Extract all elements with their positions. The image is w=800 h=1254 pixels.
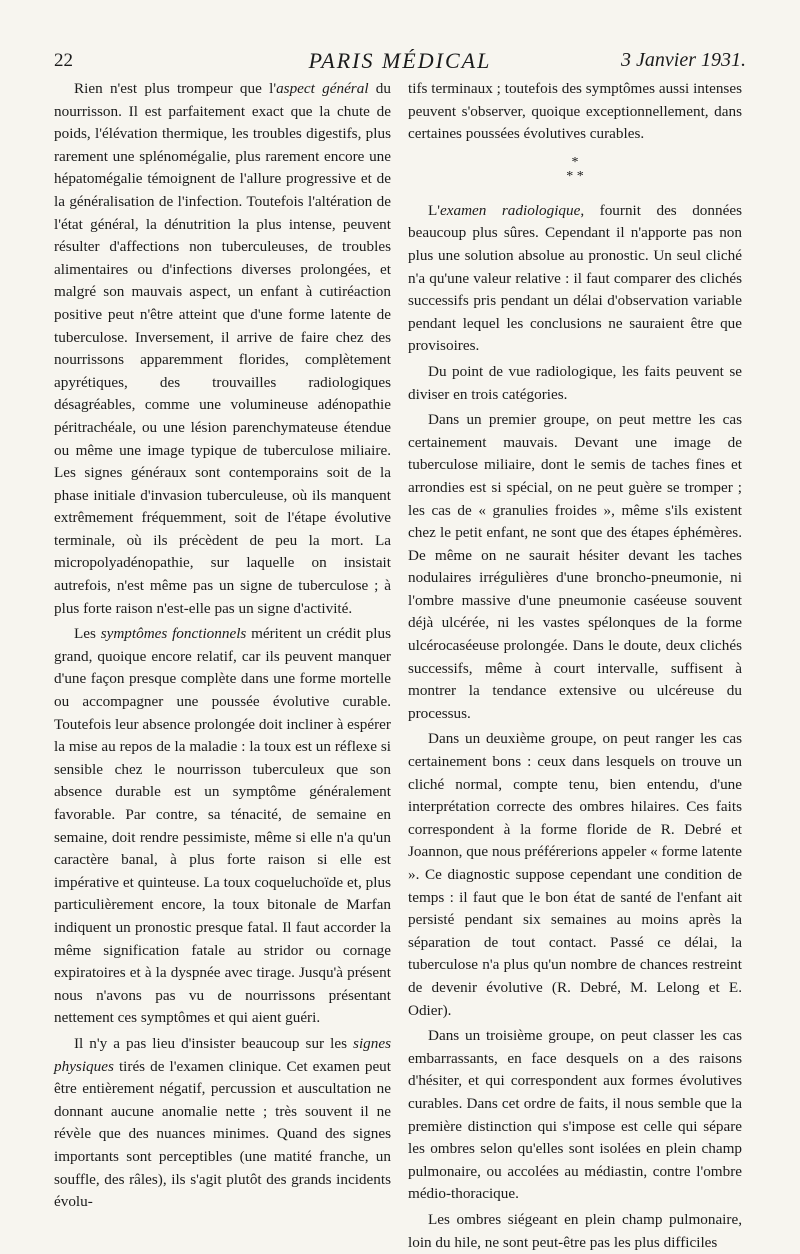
paragraph-ombres: Les ombres siégeant en plein champ pulmonaire, loin du hile, ne sont peut-être pas les plus difficiles bbox=[408, 1210, 742, 1251]
text-run: Les bbox=[74, 625, 101, 643]
italic-term: signes physiques bbox=[54, 1034, 391, 1075]
left-column bbox=[54, 78, 391, 1214]
text-run: tirés de l'examen clinique. Cet examen peut être entièrement négatif, percussion et auscultation ne donnant aucune anomalie nette ; très souvent il ne révèle que des nuances minimes. Quand des signes importants sont perceptibles (une matité franche, un souffle, des râles), ils s'agit plutôt des grands incidents évolu- bbox=[54, 1057, 391, 1211]
text-run: L' bbox=[428, 201, 441, 219]
paragraph-continuation: tifs terminaux ; toutefois des symptômes aussi intenses peuvent s'observer, quoique exceptionnellement, dans certaines poussées évolutives curables. bbox=[408, 80, 742, 143]
paragraph-examen-radiologique bbox=[408, 200, 742, 358]
text-run: méritent un crédit plus grand, quoique encore relatif, car ils peuvent manquer d'une façon presque complète dans une forme mortelle ou accompagner une poussée évolutive curable. Toutefois leur absence prolongée doit incliner à espérer la mise au repos de la maladie : la toux est un réflexe si sensible chez le nourrisson tuberculeux que son absence durable est un symptôme généralement favorable. Par contre, sa ténacité, de semaine en semaine, doit rendre pessimiste, même si elle n'a qu'un caractère banal, à plus forte raison si elle est impérative et quinteuse. La toux coqueluchoïde et, plus particulièrement encore, la toux bitonale de Marfan indiquent un pronostic presque fatal. Il faut accorder la même signification fatale au stridor ou cornage expiratoires et à la dyspnée avec tirage. Jusqu'à présent nous n'avons pas vu de nourrissons présentant nettement ces symptômes et qui aient guéri. bbox=[54, 625, 392, 1027]
page-header bbox=[54, 46, 746, 76]
issue-date: 3 Janvier 1931. bbox=[621, 49, 746, 71]
paragraph-aspect-general bbox=[54, 78, 391, 620]
text-run: Il n'y a pas lieu d'insister beaucoup sur les bbox=[74, 1034, 354, 1052]
italic-term: examen radiologique bbox=[440, 201, 581, 219]
text-run: Rien n'est plus trompeur que l' bbox=[74, 80, 277, 97]
paragraph-signes-physiques bbox=[54, 1033, 391, 1214]
section-separator bbox=[408, 156, 742, 192]
asterism-bottom: * * bbox=[566, 168, 584, 184]
journal-title: PARIS MÉDICAL bbox=[308, 48, 492, 73]
right-column bbox=[408, 78, 742, 1254]
asterism-top: * bbox=[571, 154, 579, 170]
paragraph-premier-groupe: Dans un premier groupe, on peut mettre les cas certainement mauvais. Devant une image de tuberculose miliaire, dont le semis de taches fines et arrondies est si spécial, on ne peut guère se tromper ; les cas de « granulies froides », même s'ils existent chez le petit enfant, ne sont que des étapes éphémères. De même on ne saurait hésiter devant les taches nodulaires irrégulières d'une broncho-pneumonie, ni l'ombre massive d'une pneumonie caséeuse souvent déjà ulcérée, ni les vastes spélonques de la forme ulcérocaséeuse prolongée. Dans le doute, deux clichés successifs, même à court intervalle, suffisent à montrer la tendance extensive ou ulcéreuse du processus. bbox=[408, 411, 742, 722]
page-number: 22 bbox=[54, 50, 73, 71]
italic-term: symptômes fonctionnels bbox=[100, 625, 247, 643]
italic-term: aspect général bbox=[276, 80, 369, 97]
text-run: , fournit des données beaucoup plus sûres. Cependant il n'apporte pas non plus une solution absolue au pronostic. Un seul cliché n'a qu'une valeur relative : il faut comparer des clichés successifs pris pendant un délai d'observation variable pendant lequel les conclusions ne sauraient être que provisoires. bbox=[408, 201, 742, 355]
paragraph-categories: Du point de vue radiologique, les faits peuvent se diviser en trois catégories. bbox=[408, 362, 742, 403]
text-run: du nourrisson. Il est parfaitement exact que la chute de poids, l'élévation thermique, les troubles digestifs, plus rarement une splénomégalie, plus rarement encore une hépatomégalie témoignent de l'allure progressive et de la généralisation de l'infection. Toutefois l'altération de l'état général, la dénutrition la plus intense, peuvent résulter d'affections non tuberculeuses, de troubles alimentaires ou d'infections diverses prolongées, et malgré son mauvais aspect, un enfant à cutiréaction positive peut n'être atteint que d'une forme latente de tuberculose. Inversement, il arrive de faire chez des nourrissons apparemment florides, complètement apyrétiques, des trouvailles radiologiques désagréables, comme une volumineuse adénopathie péritrachéale, ou une lésion parenchymateuse étendue ou même une image typique de tuberculose miliaire. Les signes généraux sont contemporains soit de la phase initiale d'invasion tuberculeuse, où ils manquent extrêmement fréquemment, soit de l'étape évolutive terminale, où ils précèdent de peu la mort. La micropolyadénopathie, sur laquelle on insistait autrefois, n'est même pas un signe de tuberculose ; à plus forte raison n'est-elle pas un signe d'activité. bbox=[54, 80, 391, 617]
paragraph-deuxieme-groupe: Dans un deuxième groupe, on peut ranger les cas certainement bons : ceux dans lesquels on trouve un cliché normal, compte tenu, bien entendu, d'une interprétation correcte des ombres hilaires. Ces faits correspondent à la forme floride de R. Debré et Joannon, que nous préférerions appeler « forme latente ». Ce diagnostic suppose cependant une condition de temps : il faut que le bon état de santé de l'enfant ait persisté pendant six semaines au moins après la séparation de tout contact. Passé ce délai, la tuberculose n'a plus qu'un nombre de chances restreint de devenir évolutive (R. Debré, M. Lelong et E. Odier). bbox=[408, 730, 742, 1019]
paragraph-troisieme-groupe: Dans un troisième groupe, on peut classer les cas embarrassants, en face desquels on a des raisons d'hésiter, et qui correspondent aux formes évolutives curables. Dans cet ordre de faits, il nous semble que la première distinction qui s'impose est celle qui sépare les ombres selon qu'elles sont isolées en plein champ pulmonaire, ou accolées au médiastin, contre l'ombre médio-thoracique. bbox=[408, 1027, 742, 1203]
paragraph-symptomes-fonctionnels bbox=[54, 623, 391, 1030]
